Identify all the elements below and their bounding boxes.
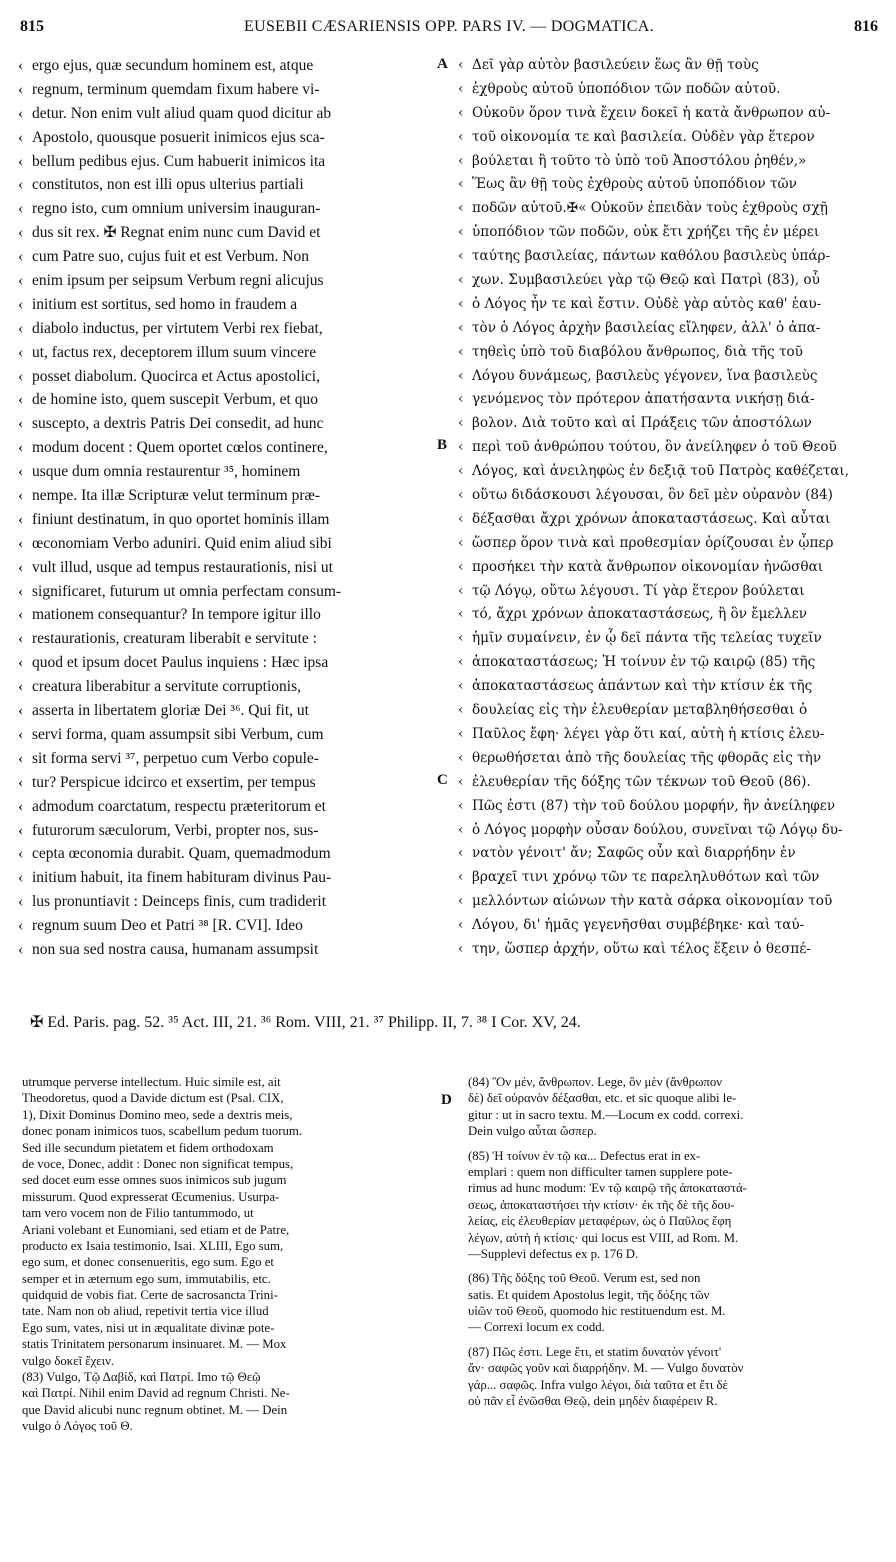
note-line: vulgo ὁ Λόγος τοῦ Θ.	[22, 1419, 133, 1434]
line-text: ταύτης βασιλείας, πάντων καθόλου βασιλεὺς ὑπάρ-	[472, 248, 831, 265]
greek-line	[458, 675, 886, 699]
quote-mark: ‹	[18, 487, 24, 505]
latin-line	[18, 388, 436, 412]
line-text: βούλεται ἢ τοῦτο τὸ ὑπὸ τοῦ Ἀποστόλου ῥηθέν,»	[472, 152, 807, 169]
page-number-right: 816	[854, 18, 878, 35]
quote-mark: ‹	[458, 630, 464, 647]
running-header	[20, 18, 878, 44]
greek-line	[458, 747, 886, 771]
footnotes-right	[468, 1074, 880, 1417]
line-text: regnum suum Deo et Patri ³⁸ [R. CVI]. Ideo	[32, 917, 303, 935]
quote-mark: ‹	[18, 57, 24, 74]
quote-mark: ‹	[18, 104, 24, 122]
line-text: Apostolo, quousque posuerit inimicos ejus sca-	[32, 128, 325, 146]
line-text: cepta œconomia durabit. Quam, quemadmodum	[32, 845, 331, 863]
latin-line	[18, 197, 436, 221]
greek-line	[458, 723, 886, 747]
latin-line	[18, 819, 436, 843]
latin-line	[18, 484, 436, 508]
line-text: asserta in libertatem gloriæ Dei ³⁶. Qui fit, ut	[32, 702, 309, 720]
footnotes-left	[22, 1074, 442, 1435]
line-text: ἐλευθερίαν τῆς δόξης τῶν τέκνων τοῦ Θεοῦ (86).	[472, 773, 811, 790]
greek-line	[458, 890, 886, 914]
quote-mark: ‹	[18, 534, 24, 552]
quote-mark: ‹	[18, 415, 24, 433]
line-text: Λόγου δυνάμεως, βασιλεὺς γέγονεν, ἵνα βασιλεὺς	[472, 367, 818, 384]
quote-mark: ‹	[458, 343, 464, 360]
line-text: ergo ejus, quæ secundum hominem est, atque	[32, 57, 314, 74]
greek-line	[458, 317, 886, 341]
line-text: ut, factus rex, deceptorem illum suum vincere	[32, 343, 317, 361]
quote-mark: ‹	[18, 80, 24, 98]
note-line: Sed ille secundum pietatem et fidem orthodoxam	[22, 1140, 274, 1155]
greek-line	[458, 914, 886, 938]
greek-line	[458, 795, 886, 819]
latin-line	[18, 603, 436, 627]
line-text: finiunt destinatum, in quo oportet hominis illam	[32, 510, 330, 528]
line-text: γενόμενος τὸν πρότερον ἀπατήσαντα νικήσῃ διά-	[472, 391, 815, 408]
line-text: μελλόντων αἰώνων τὴν κατὰ σάρκα οἰκονομίαν τοῦ	[472, 893, 833, 910]
quote-mark: ‹	[458, 367, 464, 384]
scripture-references: ✠ Ed. Paris. pag. 52. ³⁵ Act. III, 21. ³⁶ Rom. VIII, 21. ³⁷ Philipp. II, 7. ³⁸ I Cor. XV, 24.	[30, 1014, 581, 1031]
greek-line	[458, 651, 886, 675]
line-text: tur? Perspicue idcirco et exsertim, per tempus	[32, 773, 316, 791]
greek-line	[458, 388, 886, 412]
latin-line	[18, 221, 436, 245]
line-text: νατὸν γένοιτ' ἄν; Σαφῶς οὖν καὶ διαρρήδην ἐν	[472, 845, 796, 862]
greek-line	[458, 842, 886, 866]
note-line: Dein vulgo αὗται ὥσπερ.	[468, 1124, 597, 1139]
quote-mark: ‹	[18, 582, 24, 600]
greek-line	[458, 412, 886, 436]
quote-mark: ‹	[458, 845, 464, 862]
latin-line	[18, 651, 436, 675]
note-line: statis Trinitatem personarum insinuaret. M. — Mox	[22, 1337, 287, 1352]
note-line: sed docet eum esse omnes suos inimicos sub jugum	[22, 1173, 287, 1188]
quote-mark: ‹	[18, 917, 24, 935]
note-line: producto ex Isaia testimonio, Isai. XLIII, Ego sum,	[22, 1238, 284, 1253]
line-text: sit forma servi ³⁷, perpetuo cum Verbo copule-	[32, 749, 319, 767]
greek-line	[458, 173, 886, 197]
line-text: Δεῖ γὰρ αὐτὸν βασιλεύειν ἕως ἂν θῇ τοὺς	[472, 57, 759, 73]
note-line: — Correxi locum ex codd.	[468, 1320, 605, 1335]
line-text: detur. Non enim vult aliud quam quod dicitur ab	[32, 104, 332, 122]
line-text: initium habuit, ita finem habituram divinus Pau-	[32, 869, 332, 887]
quote-mark: ‹	[458, 893, 464, 910]
note-line: emplari : quem non difficulter tamen supplere pote-	[468, 1164, 733, 1179]
line-text: τὸν ὁ Λόγος ἀρχὴν βασιλείας εἴληφεν, ἀλλ' ὁ ἀπα-	[472, 319, 821, 336]
note-line: (85) Ἡ τοίνυν ἐν τῷ κα... Defectus erat in ex-	[468, 1148, 701, 1163]
greek-line	[458, 245, 886, 269]
line-text: Λόγου, δι' ἡμᾶς γεγενῆσθαι συμβέβηκε· καὶ ταύ-	[472, 917, 805, 934]
footnote	[468, 1344, 880, 1410]
greek-line	[458, 126, 886, 150]
line-text: Ἕως ἂν θῇ τοὺς ἐχθροὺς αὐτοῦ ὑποπόδιον τῶν	[472, 176, 797, 193]
note-line: de voce, Donec, addit : Donec non significat tempus,	[22, 1156, 294, 1171]
line-text: τό, ἄχρι χρόνων ἀποκαταστάσεως, ἢ ὃν ἔμελλεν	[472, 606, 808, 623]
quote-mark: ‹	[458, 463, 464, 480]
quote-mark: ‹	[18, 248, 24, 266]
line-text: admodum coarctatum, respectu præteritorum et	[32, 797, 326, 815]
greek-line	[458, 436, 886, 460]
margin-letter-a: A	[437, 56, 448, 72]
line-text: enim ipsum per seipsum Verbum regni alicujus	[32, 272, 324, 290]
greek-line	[458, 365, 886, 389]
note-line: καὶ Πατρί. Nihil enim David ad regnum Christi. Ne-	[22, 1386, 290, 1401]
latin-line	[18, 532, 436, 556]
greek-line	[458, 460, 886, 484]
note-line: (87) Πῶς ἐστι. Lege ἔτι, et statim δυνατὸν γένοιτ'	[468, 1344, 722, 1359]
quote-mark: ‹	[458, 200, 464, 217]
note-line: (84) Ὃν μέν, ἄνθρωπον. Lege, ὃν μὲν (ἄνθρωπον	[468, 1075, 723, 1089]
note-line: utrumque perverse intellectum. Huic simile est, ait	[22, 1075, 281, 1089]
line-text: βολον. Διὰ τοῦτο καὶ αἱ Πράξεις τῶν ἀποστόλων	[472, 415, 812, 432]
quote-mark: ‹	[458, 224, 464, 241]
note-line: δὲ) δεῖ οὐρανὸν δέξασθαι, etc. et sic quoque alibi le-	[468, 1091, 737, 1106]
line-text: modum docent : Quem oportet cœlos continere,	[32, 439, 328, 457]
line-text: οὕτω διδάσκουσι λέγουσαι, ὃν δεῖ μὲν οὐρανὸν (84)	[472, 487, 833, 504]
quote-mark: ‹	[458, 487, 464, 504]
quote-mark: ‹	[18, 128, 24, 146]
line-text: posset diabolum. Quocirca et Actus apostolici,	[32, 367, 320, 385]
line-text: bellum pedibus ejus. Cum habuerit inimicos ita	[32, 152, 326, 170]
line-text: χων. Συμβασιλεύει γὰρ τῷ Θεῷ καὶ Πατρὶ (83), οὗ	[472, 272, 820, 289]
latin-line	[18, 102, 436, 126]
quote-mark: ‹	[458, 654, 464, 671]
greek-line	[458, 221, 886, 245]
latin-line	[18, 771, 436, 795]
greek-line	[458, 771, 886, 795]
greek-line	[458, 54, 886, 78]
line-text: œconomiam Verbo aduniri. Quid enim aliud sibi	[32, 534, 332, 552]
note-line: (83) Vulgo, Τῷ Δαβίδ, καὶ Πατρί. Imo τῷ Θεῷ	[22, 1370, 261, 1385]
greek-line	[458, 341, 886, 365]
quote-mark: ‹	[18, 678, 24, 696]
quote-mark: ‹	[458, 391, 464, 408]
line-text: ὁ Λόγος ἦν τε καὶ ἔστιν. Οὐδὲ γὰρ αὐτὸς καθ' ἑαυ-	[472, 295, 822, 312]
line-text: τοῦ οἰκονομία τε καὶ βασιλεία. Οὐδὲν γὰρ ἕτερον	[472, 128, 815, 145]
quote-mark: ‹	[18, 152, 24, 170]
note-line: que David alicubi nunc regnum obtinet. M. — Dein	[22, 1402, 288, 1417]
line-text: Παῦλος ἔφη· λέγει γὰρ ὅτι καί, αὐτὴ ἡ κτίσις ἐλευ-	[472, 725, 825, 742]
quote-mark: ‹	[458, 725, 464, 742]
latin-line	[18, 317, 436, 341]
footnote	[468, 1074, 880, 1140]
line-text: ἀποκαταστάσεως ἁπάντων καὶ τὴν κτίσιν ἐκ τῆς	[472, 678, 813, 695]
quote-mark: ‹	[18, 893, 24, 911]
note-line: 1), Dixit Dominus Domino meo, sede a dextris meis,	[22, 1107, 293, 1122]
greek-line	[458, 150, 886, 174]
line-text: mationem consequantur? In tempore igitur illo	[32, 606, 321, 624]
latin-line	[18, 723, 436, 747]
quote-mark: ‹	[458, 917, 464, 934]
note-line: Ego sum, vates, nisi ut in æqualitate divinæ pote-	[22, 1320, 275, 1335]
note-line: (86) Τῆς δόξης τοῦ Θεοῦ. Verum est, sed non	[468, 1271, 701, 1286]
line-text: regno isto, cum omnium universim inauguran-	[32, 200, 321, 218]
quote-mark: ‹	[18, 439, 24, 457]
quote-mark: ‹	[458, 57, 464, 73]
line-text: ὥσπερ ὅρον τινὰ καὶ προθεσμίαν ὁρίζουσαι ἐν ᾧπερ	[472, 534, 834, 551]
line-text: diabolo inductus, per virtutem Verbi rex fiebat,	[32, 319, 323, 337]
line-text: cum Patre suo, cujus fuit et est Verbum. Non	[32, 248, 309, 266]
latin-line	[18, 938, 436, 962]
quote-mark: ‹	[458, 104, 464, 121]
greek-line	[458, 627, 886, 651]
latin-line	[18, 126, 436, 150]
line-text: Πῶς ἐστι (87) τὴν τοῦ δούλου μορφήν, ἣν ἀνείληφεν	[472, 797, 836, 814]
quote-mark: ‹	[18, 702, 24, 720]
note-line: Theodoretus, quod a Davide dictum est (Psal. CIX,	[22, 1091, 284, 1106]
quote-mark: ‹	[18, 773, 24, 791]
quote-mark: ‹	[18, 630, 24, 648]
quote-mark: ‹	[18, 797, 24, 815]
quote-mark: ‹	[18, 606, 24, 624]
latin-line	[18, 842, 436, 866]
line-text: ἀποκαταστάσεως; Ἡ τοίνυν ἐν τῷ καιρῷ (85) τῆς	[472, 654, 816, 671]
quote-mark: ‹	[458, 272, 464, 289]
quote-mark: ‹	[18, 749, 24, 767]
quote-mark: ‹	[18, 725, 24, 743]
latin-line	[18, 341, 436, 365]
note-line: οὐ πᾶν εἶ ἐνῶσθαι Θεῷ, dein μηδὲν διαφέρειν R.	[468, 1394, 718, 1409]
note-line: gitur : ut in sacro textu. M.—Locum ex codd. correxi.	[468, 1107, 744, 1122]
line-text: suscepto, a dextris Patris Dei consedit, ad hunc	[32, 415, 324, 433]
line-text: constitutos, non est illi opus ulterius partiali	[32, 176, 304, 194]
quote-mark: ‹	[18, 510, 24, 528]
quote-mark: ‹	[458, 415, 464, 432]
greek-line	[458, 532, 886, 556]
greek-line	[458, 699, 886, 723]
note-line: tam vero vocem non de Filio tantummodo, ut	[22, 1206, 254, 1221]
greek-line	[458, 269, 886, 293]
line-text: dus sit rex. ✠ Regnat enim nunc cum David et	[32, 224, 321, 242]
greek-line	[458, 866, 886, 890]
latin-line	[18, 173, 436, 197]
latin-line	[18, 699, 436, 723]
quote-mark: ‹	[458, 176, 464, 193]
line-text: προσήκει τὴν κατὰ ἄνθρωπον οἰκονομίαν ἡνῶσθαι	[472, 558, 824, 575]
note-line: rimus ad hunc modum: Ἐν τῷ καιρῷ τῆς ἀποκαταστά-	[468, 1181, 747, 1196]
page-number-left: 815	[20, 18, 44, 35]
line-text: ὁ Λόγος μορφὴν οὖσαν δούλου, συνεῖναι τῷ Λόγῳ δυ-	[472, 821, 843, 838]
line-text: τηθεὶς ὑπὸ τοῦ διαβόλου ἄνθρωπος, διὰ τῆς τοῦ	[472, 343, 803, 360]
quote-mark: ‹	[18, 319, 24, 337]
note-line: tate. Nam non ob aliud, repetivit tertia vice illud	[22, 1304, 269, 1319]
greek-line	[458, 508, 886, 532]
quote-mark: ‹	[458, 295, 464, 312]
quote-mark: ‹	[458, 773, 464, 790]
note-line: —Supplevi defectus ex p. 176 D.	[468, 1246, 639, 1261]
greek-line	[458, 819, 886, 843]
quote-mark: ‹	[458, 128, 464, 145]
quote-mark: ‹	[458, 558, 464, 575]
line-text: initium est sortitus, sed homo in fraudem a	[32, 295, 298, 313]
quote-mark: ‹	[458, 439, 464, 456]
footnote	[468, 1148, 880, 1263]
quote-mark: ‹	[458, 534, 464, 551]
greek-line	[458, 556, 886, 580]
note-line: λέγων, αὐτὴ ἡ κτίσις· qui locus est VIII, ad Rom. M.	[468, 1230, 739, 1245]
quote-mark: ‹	[458, 606, 464, 623]
greek-line	[458, 938, 886, 962]
line-text: regnum, terminum quemdam fixum habere vi-	[32, 80, 320, 98]
quote-mark: ‹	[18, 869, 24, 887]
quote-mark: ‹	[18, 940, 24, 958]
quote-mark: ‹	[18, 845, 24, 863]
quote-mark: ‹	[458, 749, 464, 766]
quote-mark: ‹	[458, 678, 464, 695]
quote-mark: ‹	[18, 272, 24, 290]
quote-mark: ‹	[458, 80, 464, 97]
note-line: missurum. Quod expresserat Œcumenius. Usurpa-	[22, 1189, 280, 1204]
quote-mark: ‹	[18, 200, 24, 218]
quote-mark: ‹	[458, 510, 464, 527]
greek-line	[458, 197, 886, 221]
latin-line	[18, 460, 436, 484]
line-text: futurorum sæculorum, Verbi, propter nos, sus-	[32, 821, 319, 839]
quote-mark: ‹	[18, 821, 24, 839]
line-text: non sua sed nostra causa, humanam assumpsit	[32, 940, 319, 958]
note-line: υἱῶν τοῦ Θεοῦ, quomodo hic restituendum est. M.	[468, 1304, 726, 1319]
quote-mark: ‹	[458, 940, 464, 957]
quote-mark: ‹	[18, 224, 24, 242]
line-text: de homine isto, quem suscepit Verbum, et quo	[32, 391, 318, 409]
note-line: ἄν· σαφῶς γοῦν καὶ διαρρήδην. M. — Vulgo δυνατὸν	[468, 1361, 744, 1376]
footnote	[468, 1270, 880, 1336]
line-text: δουλείας εἰς τὴν ἐλευθερίαν μεταβληθήσεσθαι ὁ	[472, 702, 808, 719]
quote-mark: ‹	[458, 797, 464, 814]
note-line: Ariani volebant et Eunomiani, sed etiam et de Patre,	[22, 1222, 290, 1237]
line-text: significaret, futurum ut omnia perfectam consum-	[32, 582, 342, 600]
latin-line	[18, 412, 436, 436]
line-text: περὶ τοῦ ἀνθρώπου τούτου, ὃν ἀνείληφεν ὁ τοῦ Θεοῦ	[472, 439, 837, 456]
latin-line	[18, 747, 436, 771]
line-text: vult illud, usque ad tempus restaurationis, nisi ut	[32, 558, 333, 576]
latin-line	[18, 508, 436, 532]
line-text: δέξασθαι ἄχρι χρόνων ἀποκαταστάσεως. Καὶ αὗται	[472, 510, 831, 527]
note-line: semper et in æternum ego sum, immutabilis, etc.	[22, 1271, 271, 1286]
latin-line	[18, 914, 436, 938]
line-text: βραχεῖ τινι χρόνῳ τῶν τε παρεληλυθότων καὶ τῶν	[472, 869, 820, 886]
quote-mark: ‹	[458, 869, 464, 886]
latin-column	[18, 54, 436, 962]
line-text: τῷ Λόγῳ, οὕτω λέγουσι. Τί γὰρ ἕτερον βούλεται	[472, 582, 805, 599]
greek-line	[458, 580, 886, 604]
latin-line	[18, 556, 436, 580]
note-line: γάρ... σαφῶς. Infra vulgo λέγοι, διὰ ταῦτα et ἔτι δὲ	[468, 1377, 728, 1392]
quote-mark: ‹	[18, 463, 24, 481]
quote-mark: ‹	[458, 248, 464, 265]
line-text: θερωθήσεται ἀπὸ τῆς δουλείας τῆς φθορᾶς εἰς τὴν	[472, 749, 822, 766]
quote-mark: ‹	[18, 367, 24, 385]
line-text: ἡμῖν συμαίνειν, ἐν ᾧ δεῖ πάντα τῆς τελείας τυχεῖν	[472, 630, 822, 647]
quote-mark: ‹	[18, 391, 24, 409]
latin-line	[18, 245, 436, 269]
line-text: ἐχθροὺς αὐτοῦ ὑποπόδιον τῶν ποδῶν αὐτοῦ.	[472, 80, 781, 97]
line-text: creatura liberabitur a servitute corruptionis,	[32, 678, 301, 696]
margin-letter-c: C	[437, 772, 448, 788]
latin-line	[18, 365, 436, 389]
line-text: usque dum omnia restaurentur ³⁵, hominem	[32, 463, 301, 481]
latin-line	[18, 866, 436, 890]
quote-mark: ‹	[458, 152, 464, 169]
latin-line	[18, 436, 436, 460]
line-text: ὑποπόδιον τῶν ποδῶν, οὐκ ἔτι χρήζει τῆς ἐν μέρει	[472, 224, 820, 241]
running-title: EUSEBII CÆSARIENSIS OPP. PARS IV. — DOGMATICA.	[244, 18, 654, 35]
quote-mark: ‹	[18, 343, 24, 361]
note-line: satis. Et quidem Apostolus legit, τῆς δόξης τῶν	[468, 1287, 710, 1302]
note-line: vulgo δοκεῖ ἔχειν.	[22, 1353, 115, 1368]
quote-mark: ‹	[458, 582, 464, 599]
note-line: ego sum, et donec consenueritis, ego sum. Ego et	[22, 1255, 274, 1270]
note-line: λείας, εἰς ἐλευθερίαν μεταφέρων, ὡς ὁ Παῦλος ἔφη	[468, 1214, 732, 1229]
line-text: restaurationis, creaturam liberabit e servitute :	[32, 630, 317, 648]
note-line: σεως, ἀποκαταστήσει τὴν κτίσιν· ἐκ τῆς δὲ τῆς δου-	[468, 1197, 735, 1212]
quote-mark: ‹	[458, 702, 464, 719]
line-text: Οὐκοῦν ὅρον τινὰ ἔχειν δοκεῖ ἡ κατὰ ἄνθρωπον αὐ-	[472, 104, 831, 121]
line-text: την, ὥσπερ ἀρχήν, οὕτω καὶ τέλος ἕξειν ὁ θεσπέ-	[472, 940, 812, 957]
line-text: ποδῶν αὐτοῦ.✠« Οὐκοῦν ἐπειδὰν τοὺς ἐχθροὺς σχῇ	[472, 200, 828, 217]
greek-line	[458, 603, 886, 627]
latin-line	[18, 54, 436, 78]
note-line: donec ponam inimicos tuos, scabellum pedum tuorum.	[22, 1124, 303, 1139]
latin-line	[18, 269, 436, 293]
latin-line	[18, 675, 436, 699]
line-text: nempe. Ita illæ Scripturæ velut terminum præ-	[32, 487, 320, 505]
greek-line	[458, 78, 886, 102]
quote-mark: ‹	[18, 295, 24, 313]
line-text: quod et ipsum docet Paulus inquiens : Hæc ipsa	[32, 654, 329, 672]
quote-mark: ‹	[458, 319, 464, 336]
line-text: lus pronuntiavit : Deinceps finis, cum tradiderit	[32, 893, 327, 911]
latin-line	[18, 78, 436, 102]
greek-column	[458, 54, 886, 962]
latin-line	[18, 627, 436, 651]
line-text: servi forma, quam assumpsit sibi Verbum, cum	[32, 725, 324, 743]
greek-line	[458, 102, 886, 126]
note-line: quidquid de vobis fiat. Certe de sacrosancta Trini-	[22, 1288, 278, 1303]
quote-mark: ‹	[458, 821, 464, 838]
latin-line	[18, 795, 436, 819]
greek-line	[458, 293, 886, 317]
quote-mark: ‹	[18, 654, 24, 672]
greek-line	[458, 484, 886, 508]
latin-line	[18, 890, 436, 914]
latin-line	[18, 580, 436, 604]
latin-line	[18, 293, 436, 317]
latin-line	[18, 150, 436, 174]
line-text: Λόγος, καὶ ἀνειληφὼς ἐν δεξιᾷ τοῦ Πατρὸς καθέζεται,	[472, 463, 850, 480]
quote-mark: ‹	[18, 176, 24, 194]
quote-mark: ‹	[18, 558, 24, 576]
margin-letter-b: B	[437, 437, 448, 453]
margin-letter-d: D	[441, 1092, 452, 1108]
